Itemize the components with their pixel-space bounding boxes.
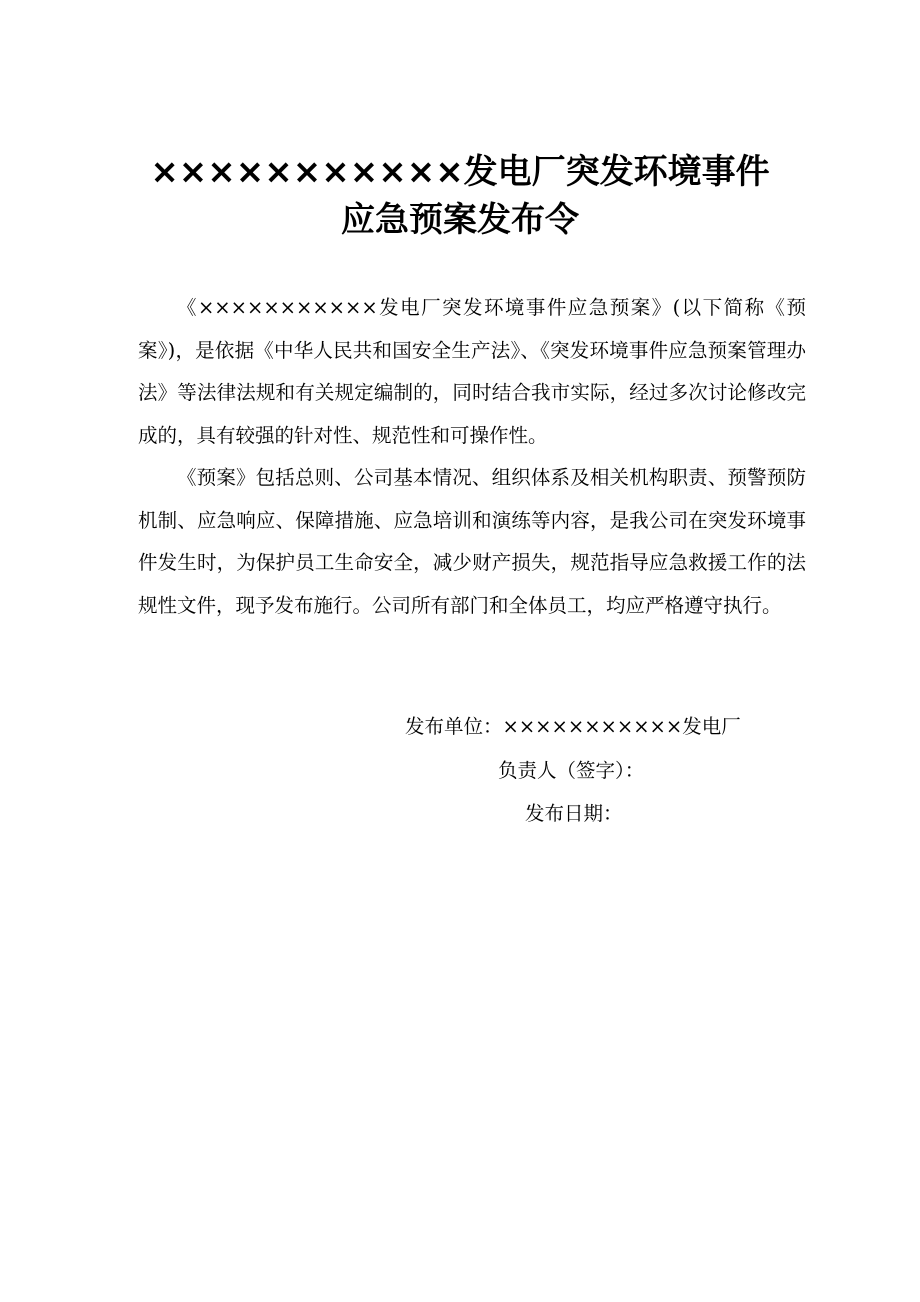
document-title-line-2: 应急预案发布令 <box>341 200 579 240</box>
responsible-signature-line: 负责人（签字）： <box>498 759 645 782</box>
issuer-line: 发布单位：×××××××××××发电厂 <box>405 715 741 738</box>
body-paragraph-2: 《预案》包括总则、公司基本情况、组织体系及相关机构职责、预警预防机制、应急响应、保障措施、应急培训和演练等内容，是我公司在突发环境事件发生时，为保护员工生命安全，减少财产损失，规范指导应急救援工作的法规性文件，现予发布施行。公司所有部门和全体员工，均应严格遵守执行。 <box>138 466 806 617</box>
document-title-line-1: ×××××××××××发电厂突发环境事件 <box>150 152 770 192</box>
body-paragraph-1: 《×××××××××××发电厂突发环境事件应急预案》(以下简称《预案》)，是依据《中华人民共和国安全生产法》、《突发环境事件应急预案管理办法》等法律法规和有关规定编制的，同时结合我市实际，经过多次讨论修改完成的，具有较强的针对性、规范性和可操作性。 <box>138 296 806 447</box>
document-body <box>138 287 806 627</box>
issue-date-line: 发布日期： <box>525 802 623 825</box>
